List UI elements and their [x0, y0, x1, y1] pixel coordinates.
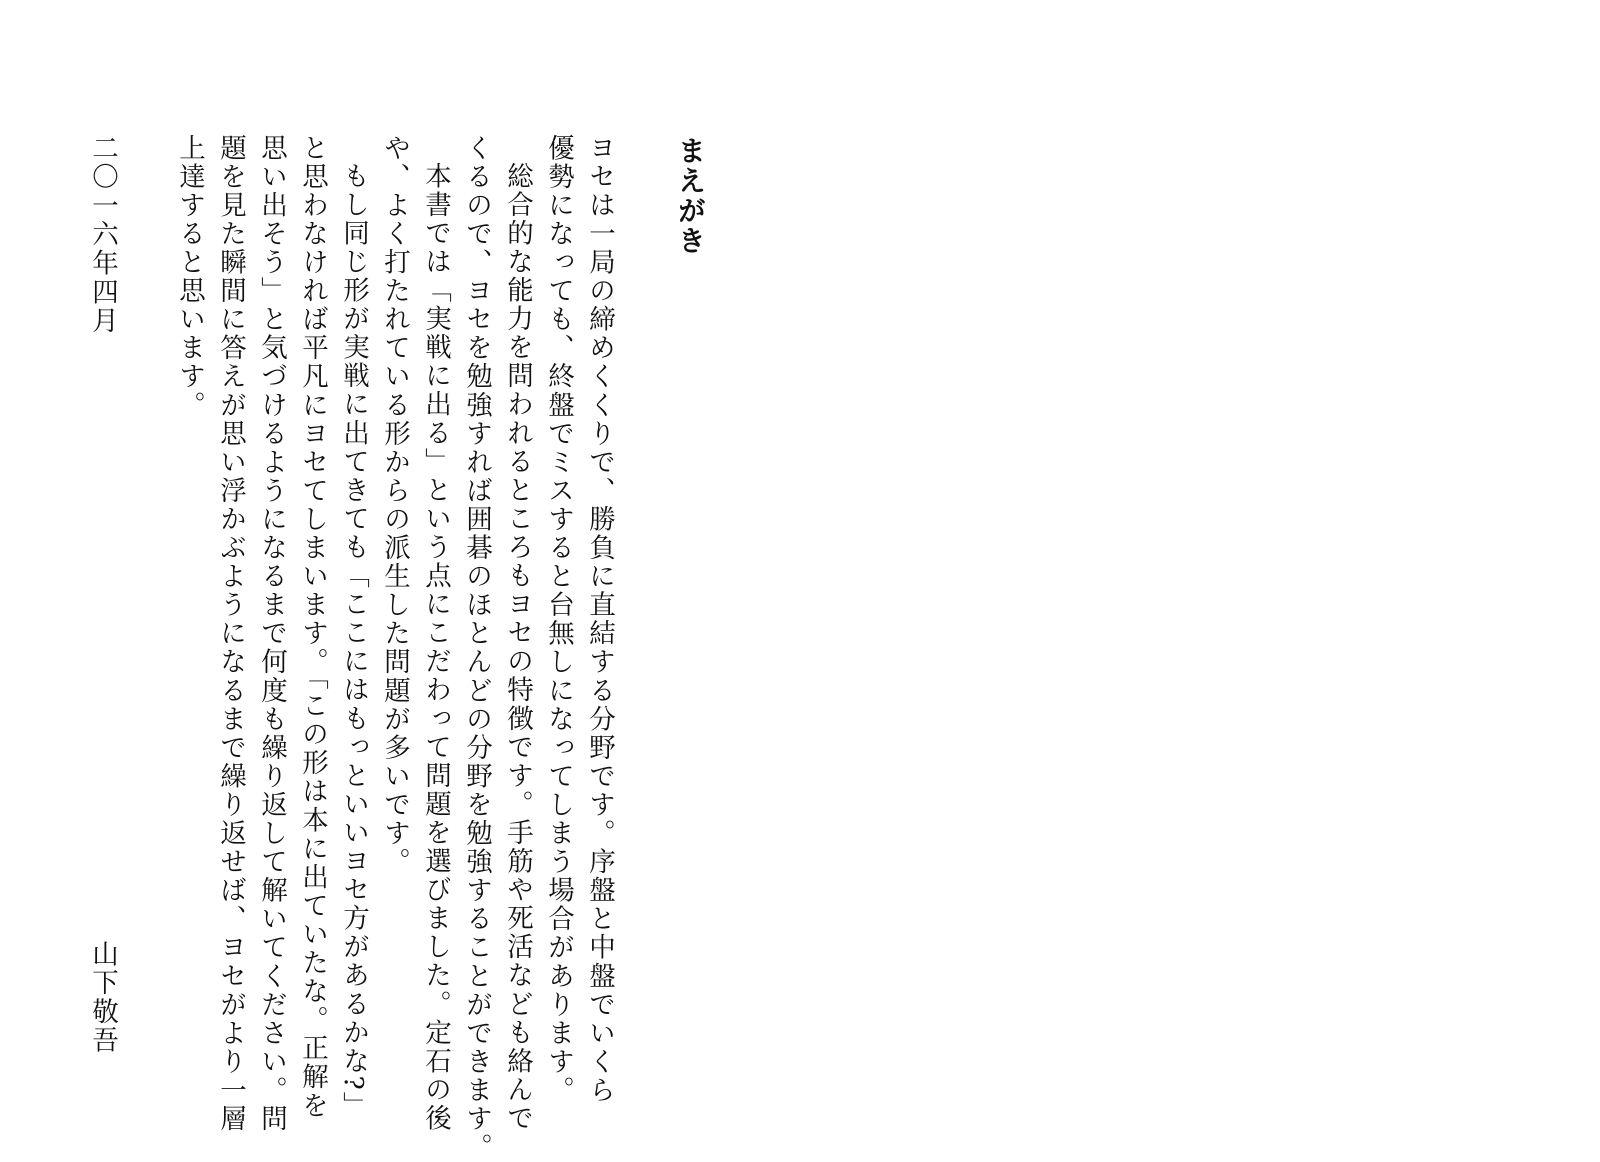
body-line: と思わなければ平凡にヨセてしまいます。「この形は本に出ていたな。正解を: [297, 134, 328, 1120]
page-title: まえがき: [674, 136, 707, 256]
body-line: 題を見た瞬間に答えが思い浮かぶようになるまで繰り返せば、ヨセがより一層: [215, 134, 246, 1134]
body-line: 総合的な能力を問われるところもヨセの特徴です。手筋や死活なども絡んで: [502, 162, 533, 1133]
author-name: 山下敬吾: [87, 940, 118, 1056]
body-line: ヨセは一局の締めくくりで、勝負に直結する分野です。序盤と中盤でいくら: [584, 134, 615, 1105]
body-line: や、よく打たれている形からの派生した問題が多いです。: [379, 134, 410, 877]
body-line: 優勢になっても、終盤でミスすると台無しになってしまう場合があります。: [543, 134, 574, 1105]
preface-body: [160, 134, 620, 1162]
body-line: 上達すると思います。: [174, 134, 205, 420]
date-line: 二〇一六年四月: [87, 134, 118, 336]
body-line: 本書では「実戦に出る」という点にこだわって問題を選びました。定石の後: [420, 162, 451, 1133]
body-line: 思い出そう」と気づけるようになるまで何度も繰り返して解いてください。問: [256, 134, 287, 1134]
body-line: もし同じ形が実戦に出てきても「ここにはもっといいヨセ方があるかな?」: [338, 162, 369, 1121]
body-line: くるので、ヨセを勉強すれば囲碁のほとんどの分野を勉強することができます。: [461, 134, 492, 1162]
